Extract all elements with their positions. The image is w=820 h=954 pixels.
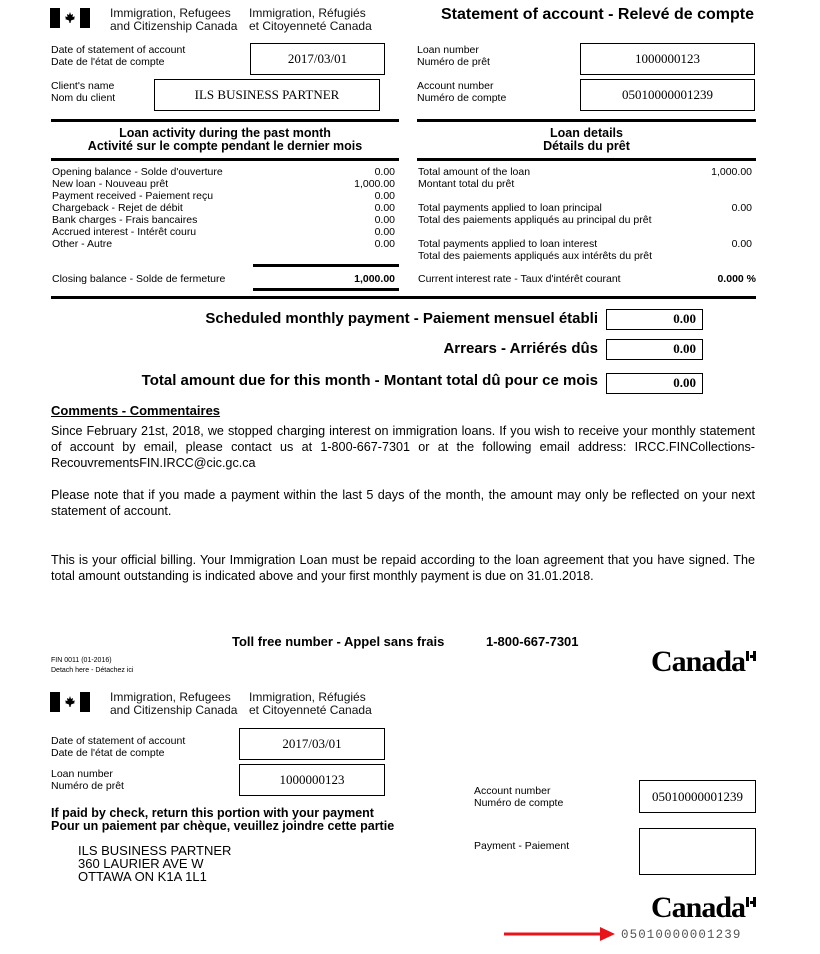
closing-balance-label: Closing balance - Solde de fermeture bbox=[52, 273, 226, 285]
canada-flag-icon bbox=[50, 692, 90, 712]
department-fr-line1: Immigration, Réfugiés bbox=[249, 6, 366, 20]
activity-row bbox=[52, 202, 395, 214]
activity-value: 0.00 bbox=[374, 202, 395, 214]
activity-value: 0.00 bbox=[374, 226, 395, 238]
detach-here-text: Detach here - Détachez ici bbox=[51, 667, 134, 674]
department-en-line1: Immigration, Refugees bbox=[110, 6, 231, 20]
activity-value: 0.00 bbox=[374, 238, 395, 250]
loan-details-title-fr: Détails du prêt bbox=[543, 139, 630, 153]
comments-paragraph-1: Since February 21st, 2018, we stopped charging interest on immigration loans. If you wish to receive your monthly statement of account by email, please contact us at 1-800-667-7301 or at the following email address: IRCC.FINCollections-RecouvrementsFIN.IRCC@cic.gc.ca bbox=[51, 424, 755, 470]
remittance-department-name-en bbox=[110, 691, 237, 717]
department-fr-line1: Immigration, Réfugiés bbox=[249, 690, 366, 704]
comments-heading: Comments - Commentaires bbox=[51, 403, 221, 418]
divider bbox=[51, 119, 399, 122]
date-label-fr: Date de l'état de compte bbox=[51, 56, 165, 68]
divider bbox=[417, 119, 756, 122]
date-label-en: Date of statement of account bbox=[51, 735, 186, 747]
remittance-loan-label bbox=[51, 768, 124, 792]
detail-label bbox=[418, 166, 530, 190]
activity-value: 1,000.00 bbox=[354, 178, 395, 190]
loan-number-box: 1000000123 bbox=[580, 43, 755, 75]
closing-balance-value: 1,000.00 bbox=[354, 273, 395, 285]
account-label-fr: Numéro de compte bbox=[417, 92, 507, 104]
check-instruction-fr: Pour un paiement par chèque, veuillez joindre cette partie bbox=[51, 819, 395, 833]
department-name-fr bbox=[249, 7, 372, 33]
department-en-line2: and Citizenship Canada bbox=[110, 703, 238, 717]
detail-label bbox=[418, 202, 651, 226]
address-line3: OTTAWA ON K1A 1L1 bbox=[78, 869, 207, 884]
remittance-account-label bbox=[474, 785, 563, 809]
divider bbox=[417, 158, 756, 161]
wordmark-flag-icon bbox=[746, 897, 756, 907]
check-instruction-en: If paid by check, return this portion with your payment bbox=[51, 806, 374, 820]
activity-label: New loan - Nouveau prêt bbox=[52, 178, 169, 190]
loan-label-fr: Numéro de prêt bbox=[51, 780, 124, 792]
scheduled-payment-box: 0.00 bbox=[606, 309, 703, 330]
loan-activity-title bbox=[51, 127, 399, 153]
date-label bbox=[51, 44, 185, 68]
detail-value: 0.00 bbox=[731, 238, 752, 250]
activity-label: Bank charges - Frais bancaires bbox=[52, 214, 198, 226]
detail-label-en: Total payments applied to loan interest bbox=[418, 238, 598, 250]
loan-label-en: Loan number bbox=[51, 768, 113, 780]
client-label-en: Client's name bbox=[51, 80, 115, 92]
activity-label: Opening balance - Solde d'ouverture bbox=[52, 166, 223, 178]
remittance-account-box: 05010000001239 bbox=[639, 780, 756, 813]
arrears-label: Arrears - Arriérés dûs bbox=[443, 340, 598, 357]
page-title: Statement of account - Relevé de compte bbox=[441, 6, 754, 23]
comments-paragraph-2: Please note that if you made a payment within the last 5 days of the month, the amount may only be reflected on your next statement of account. bbox=[51, 488, 755, 518]
account-number-label bbox=[417, 80, 506, 104]
activity-label: Chargeback - Rejet de débit bbox=[52, 202, 183, 214]
canada-flag-icon bbox=[50, 8, 90, 28]
remittance-date-label bbox=[51, 735, 185, 759]
total-due-label: Total amount due for this month - Montant total dû pour ce mois bbox=[141, 372, 598, 389]
detail-label-fr: Total des paiements appliqués aux intérêts du prêt bbox=[418, 250, 653, 262]
activity-value: 0.00 bbox=[374, 166, 395, 178]
account-label-en: Account number bbox=[474, 785, 551, 797]
account-label-en: Account number bbox=[417, 80, 494, 92]
client-label-fr: Nom du client bbox=[51, 92, 116, 104]
client-name-label bbox=[51, 80, 115, 104]
canada-wordmark bbox=[651, 645, 745, 679]
red-arrow-icon bbox=[504, 926, 616, 942]
date-label-en: Date of statement of account bbox=[51, 44, 186, 56]
activity-row bbox=[52, 178, 395, 190]
toll-free-label: Toll free number - Appel sans frais bbox=[232, 634, 445, 649]
divider bbox=[51, 158, 399, 161]
divider bbox=[253, 264, 399, 267]
wordmark-flag-icon bbox=[746, 651, 756, 661]
detail-value: 0.00 bbox=[731, 202, 752, 214]
check-instructions bbox=[51, 807, 394, 833]
activity-row bbox=[52, 238, 395, 250]
detail-label-en: Total payments applied to loan principal bbox=[418, 202, 602, 214]
loan-details-title-en: Loan details bbox=[550, 126, 623, 140]
department-en-line1: Immigration, Refugees bbox=[110, 690, 231, 704]
remittance-date-box: 2017/03/01 bbox=[239, 728, 385, 760]
loan-activity-title-fr: Activité sur le compte pendant le dernier mois bbox=[87, 139, 363, 153]
loan-activity-title-en: Loan activity during the past month bbox=[119, 126, 331, 140]
interest-rate-value: 0.000 % bbox=[717, 273, 756, 285]
department-fr-line2: et Citoyenneté Canada bbox=[249, 703, 372, 717]
ocr-account-number: 05010000001239 bbox=[621, 928, 742, 942]
detail-label-fr: Total des paiements appliqués au principal du prêt bbox=[418, 214, 652, 226]
scheduled-payment-label: Scheduled monthly payment - Paiement mensuel établi bbox=[205, 310, 598, 327]
arrears-box: 0.00 bbox=[606, 339, 703, 360]
toll-free-number: 1-800-667-7301 bbox=[486, 634, 579, 649]
detail-label-en: Total amount of the loan bbox=[418, 166, 531, 178]
payment-amount-field[interactable] bbox=[639, 828, 756, 875]
interest-rate-label: Current interest rate - Taux d'intérêt courant bbox=[418, 273, 621, 285]
activity-label: Other - Autre bbox=[52, 238, 113, 250]
closing-balance-row bbox=[52, 273, 395, 285]
activity-row bbox=[52, 226, 395, 238]
account-number-box: 05010000001239 bbox=[580, 79, 755, 111]
detail-label-fr: Montant total du prêt bbox=[418, 178, 515, 190]
activity-value: 0.00 bbox=[374, 190, 395, 202]
form-number: FIN 0011 (01-2016) bbox=[51, 657, 112, 664]
date-label-fr: Date de l'état de compte bbox=[51, 747, 165, 759]
total-due-box: 0.00 bbox=[606, 373, 703, 394]
detail-value: 1,000.00 bbox=[711, 166, 752, 178]
department-name-en bbox=[110, 7, 237, 33]
activity-row bbox=[52, 166, 395, 178]
canada-wordmark-text: Canada bbox=[651, 645, 746, 678]
loan-label-en: Loan number bbox=[417, 44, 479, 56]
comments-paragraph-3: This is your official billing. Your Immigration Loan must be repaid according to the loan agreement that you have signed. The total amount outstanding is indicated above and your first monthly payment is due on 31.01.2018. bbox=[51, 553, 755, 583]
client-name-box: ILS BUSINESS PARTNER bbox=[154, 79, 380, 111]
loan-number-label bbox=[417, 44, 490, 68]
department-fr-line2: et Citoyenneté Canada bbox=[249, 19, 372, 33]
loan-label-fr: Numéro de prêt bbox=[417, 56, 490, 68]
department-en-line2: and Citizenship Canada bbox=[110, 19, 238, 33]
detail-label bbox=[418, 238, 652, 262]
divider bbox=[51, 296, 756, 299]
remittance-loan-box: 1000000123 bbox=[239, 764, 385, 796]
loan-details-title bbox=[417, 127, 756, 153]
canada-wordmark-text: Canada bbox=[651, 891, 746, 924]
mailing-address bbox=[78, 844, 231, 883]
activity-row bbox=[52, 214, 395, 226]
address-line2: 360 LAURIER AVE W bbox=[78, 856, 204, 871]
address-line1: ILS BUSINESS PARTNER bbox=[78, 843, 232, 858]
remittance-department-name-fr bbox=[249, 691, 372, 717]
divider bbox=[253, 288, 399, 291]
canada-wordmark bbox=[651, 891, 745, 925]
interest-rate-row bbox=[418, 273, 756, 285]
account-label-fr: Numéro de compte bbox=[474, 797, 564, 809]
payment-label: Payment - Paiement bbox=[474, 840, 570, 852]
activity-label: Accrued interest - Intérêt couru bbox=[52, 226, 197, 238]
activity-value: 0.00 bbox=[374, 214, 395, 226]
activity-label: Payment received - Paiement reçu bbox=[52, 190, 214, 202]
activity-row bbox=[52, 190, 395, 202]
date-value-box: 2017/03/01 bbox=[250, 43, 385, 75]
